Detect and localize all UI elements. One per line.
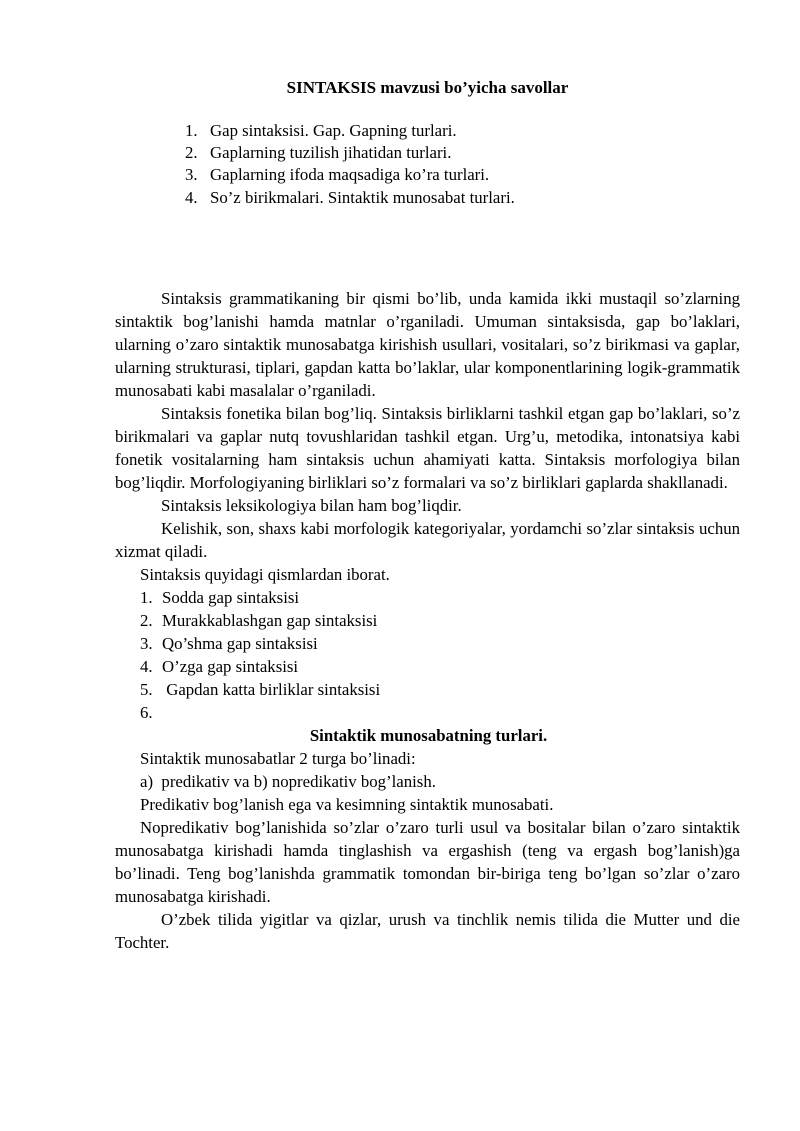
paragraph-types: Sintaktik munosabatlar 2 turga bo’linadi: <box>140 749 416 768</box>
parts-list <box>115 586 740 724</box>
question-number: 1. <box>185 121 198 140</box>
list-number: 4. <box>140 657 153 676</box>
list-item <box>115 655 740 678</box>
paragraph-parts-intro: Sintaksis quyidagi qismlardan iborat. <box>140 565 390 584</box>
list-text: Murakkablashgan gap sintaksisi <box>162 611 378 630</box>
question-text: Gaplarning ifoda maqsadiga ko’ra turlari. <box>210 165 490 185</box>
question-text: So’z birikmalari. Sintaktik munosabat turlari. <box>210 187 515 207</box>
document-title: SINTAKSIS mavzusi bo’yicha savollar <box>286 78 569 97</box>
list-item <box>115 678 740 701</box>
paragraph-nonpredicative: Nopredikativ bog’lanishida so’zlar o’zaro turli usul va bositalar bilan o’zaro sintaktik munosabatga kirishadi hamda tinglashish va ergashish (teng va ergash bog’lanish)ga bo’linadi. Teng bog’lanishda grammatik tomondan bir-biriga teng bo’lgan so’zlar o’zaro munosabatga kirishadi. <box>115 818 740 906</box>
question-item <box>185 142 515 164</box>
paragraph-types-list: a) predikativ va b) nopredikativ bog’lanish. <box>140 772 436 791</box>
paragraph-predicative: Predikativ bog’lanish ega va kesimning sintaktik munosabati. <box>140 795 554 814</box>
question-item <box>185 164 515 186</box>
list-number: 3. <box>140 634 153 653</box>
questions-list <box>185 120 515 209</box>
list-number: 1. <box>140 588 153 607</box>
list-text: Qo’shma gap sintaksisi <box>162 634 318 653</box>
list-item <box>115 609 740 632</box>
list-number: 2. <box>140 611 153 630</box>
question-number: 3. <box>185 165 198 185</box>
list-item <box>115 701 740 724</box>
question-text: Gaplarning tuzilish jihatidan turlari. <box>210 143 452 163</box>
document-body <box>115 287 740 954</box>
paragraph-categories: Kelishik, son, shaxs kabi morfologik kategoriyalar, yordamchi so’zlar sintaksis uchun xizmat qiladi. <box>115 519 740 561</box>
list-text: O’zga gap sintaksisi <box>162 657 299 676</box>
paragraph-example: O’zbek tilida yigitlar va qizlar, urush va tinchlik nemis tilida die Mutter und die Tochter. <box>115 910 740 952</box>
question-item <box>185 187 515 209</box>
list-number: 6. <box>140 703 153 722</box>
question-text: Gap sintaksisi. Gap. Gapning turlari. <box>210 121 457 140</box>
paragraph-intro: Sintaksis grammatikaning bir qismi bo’lib, unda kamida ikki mustaqil so’zlarning sintaktik bog’lanishi hamda matnlar o’rganiladi. Umuman sintaksisda, gap bo’laklari, ularning o’zaro sintaktik munosabatga kirishish usullari, vositalari, so’z birikmasi va gaplar, ularning strukturasi, tiplari, gapdan katta bo’laklar, ular komponentlarining logik-grammatik munosabati kabi masalalar o’rganiladi. <box>115 289 740 400</box>
list-text: Sodda gap sintaksisi <box>162 588 300 607</box>
list-item <box>115 586 740 609</box>
question-number: 2. <box>185 143 198 163</box>
paragraph-lexicology: Sintaksis leksikologiya bilan ham bog’liqdir. <box>161 496 462 515</box>
list-number: 5. <box>140 680 153 699</box>
question-number: 4. <box>185 187 198 207</box>
question-item <box>185 120 515 142</box>
list-item <box>115 632 740 655</box>
paragraph-phonetics: Sintaksis fonetika bilan bog’liq. Sintaksis birliklarni tashkil etgan gap bo’laklari, so’z birikmalari va gaplar nutq tovushlaridan tashkil etgan. Urg’u, metodika, intonatsiya kabi fonetik vositalarning ham sintaksis uchun ahamiyati katta. Sintaksis morfologiya bilan bog’liqdir. Morfologiyaning birliklari so’z formalari va so’z birliklari gaplarda shakllanadi. <box>115 404 740 492</box>
section-subtitle: Sintaktik munosabatning turlari. <box>309 726 548 745</box>
list-text: Gapdan katta birliklar sintaksisi <box>162 680 381 699</box>
